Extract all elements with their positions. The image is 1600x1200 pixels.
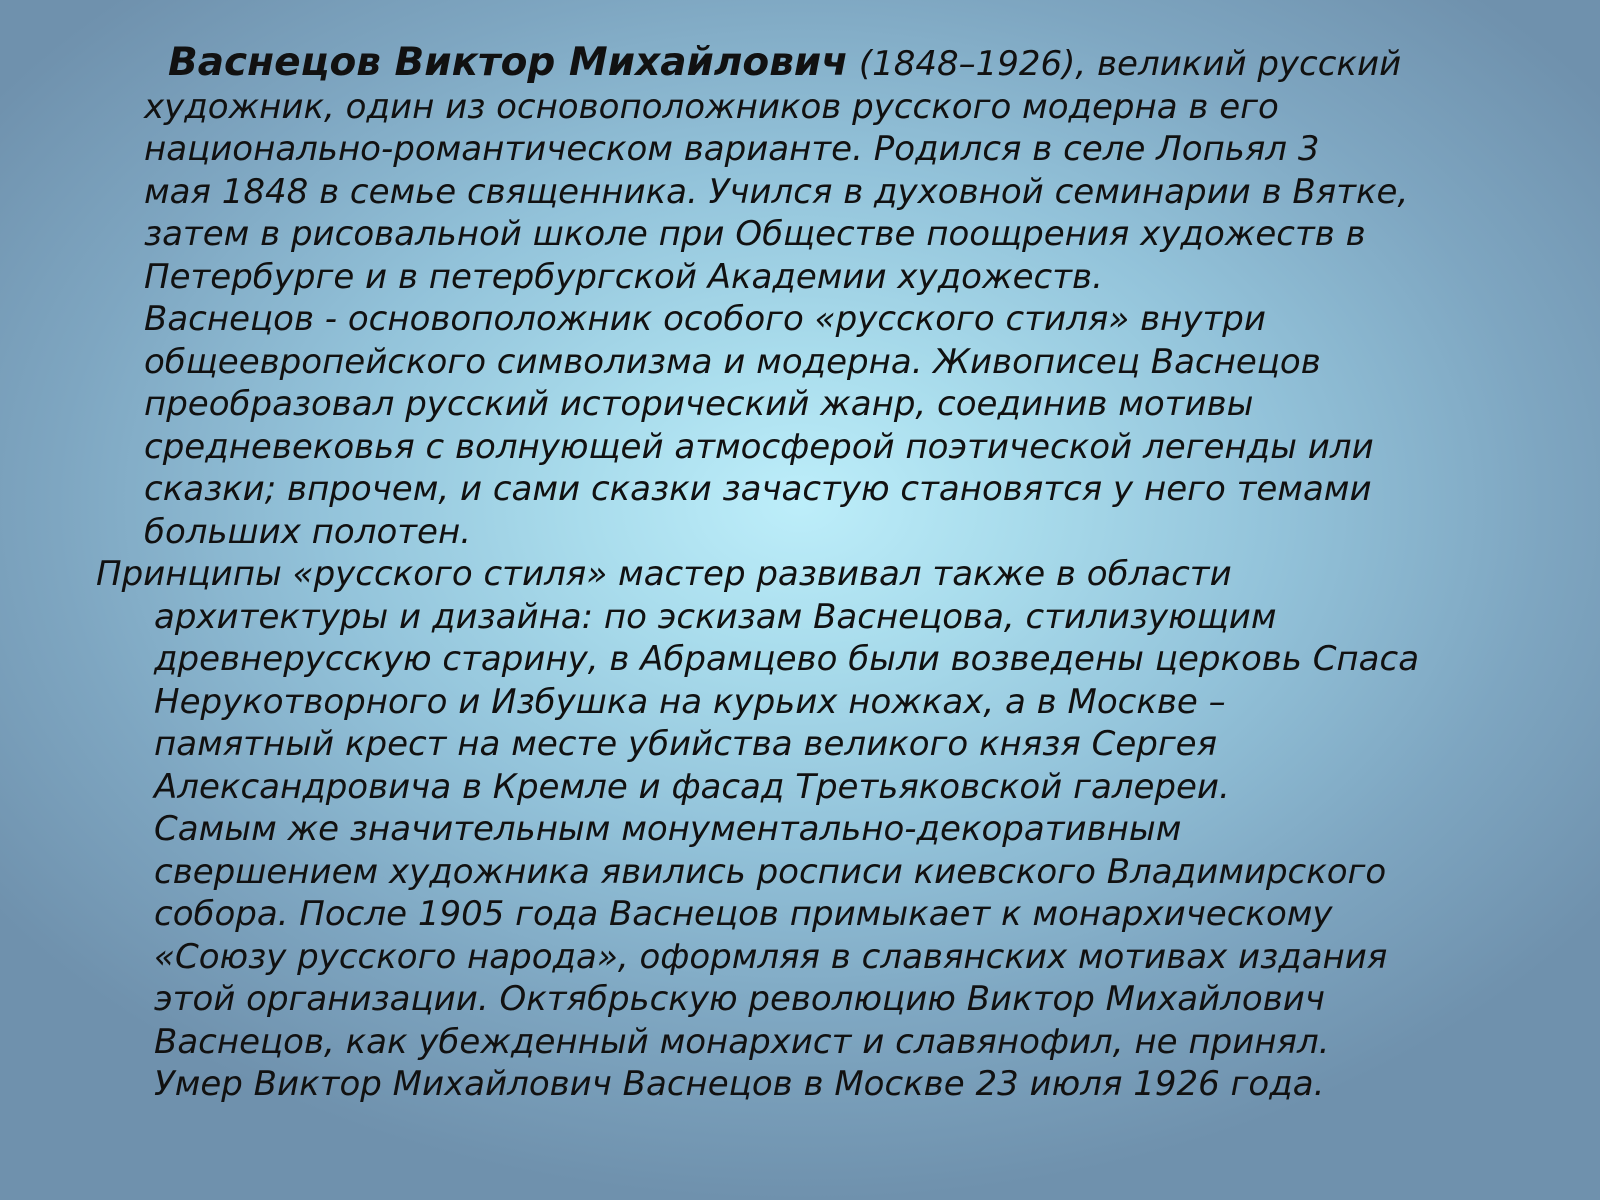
text-line: памятный крест на месте убийства великого князя Сергея bbox=[154, 724, 1218, 764]
artist-name: Васнецов Виктор Михайлович bbox=[168, 40, 849, 85]
text-line: Нерукотворного и Избушка на курьих ножках, а в Москве – bbox=[154, 681, 1226, 722]
text-line: Принципы «русского стиля» мастер развивал также в области bbox=[96, 554, 1232, 594]
text-line: Самым же значительным монументально-декоративным bbox=[154, 809, 1182, 849]
text-line: национально-романтическом варианте. Родился в селе Лопьял 3 bbox=[144, 129, 1320, 169]
text-line: свершением художника явились росписи киевского Владимирского bbox=[154, 851, 1387, 892]
text-line: Петербурге и в петербургской Академии художеств. bbox=[144, 256, 1103, 297]
text-line: Александровича в Кремле и фасад Третьяковской галереи. bbox=[154, 766, 1230, 807]
text-line: Васнецов - основоположник особого «русского стиля» внутри bbox=[144, 299, 1266, 339]
text-line: Умер Виктор Михайлович Васнецов в Москве 23 июля 1926 года. bbox=[154, 1064, 1325, 1104]
text-line: художник, один из основоположников русского модерна в его bbox=[144, 86, 1279, 127]
text-line: архитектуры и дизайна: по эскизам Васнецова, стилизующим bbox=[154, 596, 1277, 637]
style-principles-paragraph bbox=[96, 553, 1516, 1106]
text-line: древнерусскую старину, в Абрамцево были возведены церковь Спаса bbox=[154, 639, 1420, 679]
text-line: этой организации. Октябрьскую революцию Виктор Михайлович bbox=[154, 979, 1325, 1019]
text-line: средневековья с волнующей атмосферой поэтической легенды или bbox=[144, 426, 1374, 467]
artist-dates: (1848–1926), великий русский bbox=[848, 44, 1402, 84]
text-line: Васнецов, как убежденный монархист и славянофил, не принял. bbox=[154, 1021, 1330, 1062]
text-line: преобразовал русский исторический жанр, соединив мотивы bbox=[144, 384, 1254, 424]
paragraph-first-line bbox=[156, 42, 1516, 86]
biography-paragraph bbox=[96, 42, 1516, 553]
text-line: затем в рисовальной школе при Обществе поощрения художеств в bbox=[144, 214, 1366, 254]
text-line: общеевропейского символизма и модерна. Живописец Васнецов bbox=[144, 341, 1321, 382]
text-line: сказки; впрочем, и сами сказки зачастую становятся у него темами bbox=[144, 469, 1372, 509]
text-line: больших полотен. bbox=[144, 511, 472, 552]
text-line: собора. После 1905 года Васнецов примыкает к монархическому bbox=[154, 894, 1333, 934]
text-line: мая 1848 в семье священника. Учился в духовной семинарии в Вятке, bbox=[144, 171, 1409, 212]
slide-body-text bbox=[96, 42, 1516, 1106]
text-line: «Союзу русского народа», оформляя в славянских мотивах издания bbox=[154, 936, 1388, 977]
